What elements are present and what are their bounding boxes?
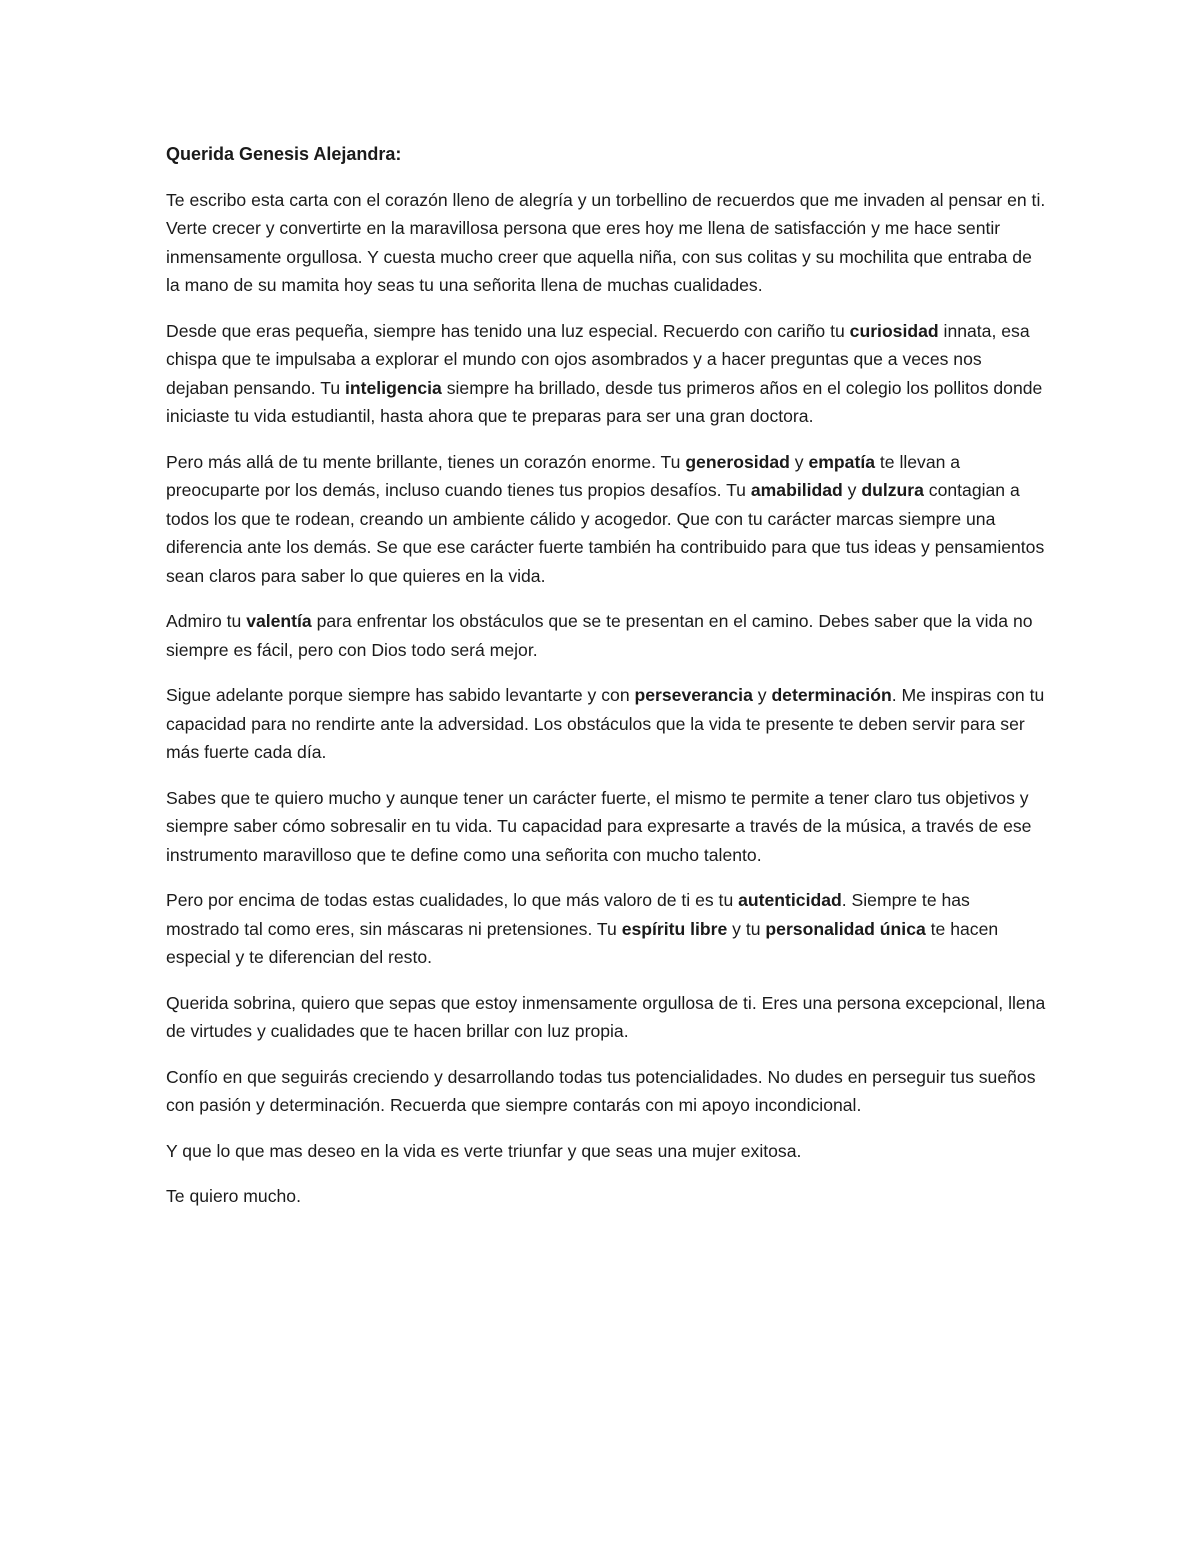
text-segment: Admiro tu bbox=[166, 611, 247, 631]
paragraph-9: Confío en que seguirás creciendo y desarrollando todas tus potencialidades. No dudes en perseguir tus sueños con pasión y determinación. Recuerda que siempre contarás con mi apoyo incondicional. bbox=[166, 1066, 1036, 1115]
text-segment: y tu bbox=[727, 918, 766, 939]
text-segment: . Siempre te has mostrado tal como eres, sin máscaras ni pretensiones. Tu bbox=[166, 890, 970, 939]
paragraph-4 bbox=[166, 607, 1046, 664]
text-segment: y bbox=[842, 480, 862, 500]
letter-greeting: Querida Genesis Alejandra: bbox=[166, 144, 402, 164]
paragraph-7 bbox=[166, 886, 1046, 972]
letter-body bbox=[166, 140, 1046, 1228]
text-segment: Sigue adelante porque siempre has sabido levantarte y con bbox=[166, 685, 635, 705]
text-segment: te hacen especial y te diferencian del resto. bbox=[166, 918, 999, 967]
text-segment: contagian a todos los que te rodean, creando un ambiente cálido y acogedor. Que con tu carácter marcas siempre una diferencia ante los demás. Se que ese carácter fuerte también ha contribuido para que tus ideas y pensamientos sean claros para saber lo que quieres en la vida. bbox=[166, 480, 1045, 586]
letter-closing: Te quiero mucho. bbox=[166, 1186, 301, 1206]
highlight-personalidad-unica: personalidad única bbox=[765, 918, 926, 939]
text-segment: para enfrentar los obstáculos que se te presentan en el camino. Debes saber que la vida no siempre es fácil, pero con Dios todo será mejor. bbox=[166, 611, 1033, 660]
text-segment: y bbox=[789, 451, 809, 472]
text-segment: Pero más allá de tu mente brillante, tienes un corazón enorme. Tu bbox=[166, 451, 686, 472]
paragraph-3 bbox=[166, 448, 1046, 591]
text-segment: y bbox=[752, 685, 772, 705]
text-segment: innata, esa chispa que te impulsaba a explorar el mundo con ojos asombrados y a hacer preguntas que a veces nos dejaban pensando. Tu bbox=[166, 320, 1030, 398]
highlight-inteligencia: inteligencia bbox=[345, 377, 442, 398]
paragraph-6: Sabes que te quiero mucho y aunque tener un carácter fuerte, el mismo te permite a tener claro tus objetivos y siempre saber cómo sobresalir en tu vida. Tu capacidad para expresarte a través de la música, a través de ese instrumento maravilloso que te define como una señorita con mucho talento. bbox=[166, 787, 1032, 865]
highlight-valentia: valentía bbox=[246, 611, 312, 631]
paragraph-10: Y que lo que mas deseo en la vida es verte triunfar y que seas una mujer exitosa. bbox=[166, 1140, 802, 1161]
highlight-generosidad: generosidad bbox=[685, 451, 790, 472]
text-segment: . Me inspiras con tu capacidad para no rendirte ante la adversidad. Los obstáculos que la vida te presente te deben servir para ser más fuerte cada día. bbox=[166, 685, 1045, 762]
highlight-dulzura: dulzura bbox=[861, 480, 924, 500]
text-segment: te llevan a preocuparte por los demás, incluso cuando tienes tus propios desafíos. Tu bbox=[166, 451, 961, 500]
highlight-empatia: empatía bbox=[808, 451, 875, 472]
highlight-autenticidad: autenticidad bbox=[738, 890, 842, 910]
highlight-determinacion: determinación bbox=[771, 685, 892, 705]
highlight-curiosidad: curiosidad bbox=[849, 320, 939, 341]
paragraph-1: Te escribo esta carta con el corazón lleno de alegría y un torbellino de recuerdos que me invaden al pensar en ti. Verte crecer y convertirte en la maravillosa persona que eres hoy me llena de satisfacción y me hace sentir inmensamente orgullosa. Y cuesta mucho creer que aquella niña, con sus colitas y su mochilita que entraba de la mano de su mamita hoy seas tu una señorita llena de muchas cualidades. bbox=[166, 189, 1046, 295]
paragraph-5 bbox=[166, 681, 1046, 767]
highlight-perseverancia: perseverancia bbox=[634, 685, 753, 705]
paragraph-2 bbox=[166, 317, 1046, 431]
paragraph-8: Querida sobrina, quiero que sepas que estoy inmensamente orgullosa de ti. Eres una persona excepcional, llena de virtudes y cualidades que te hacen brillar con luz propia. bbox=[166, 992, 1046, 1041]
text-segment: siempre ha brillado, desde tus primeros años en el colegio los pollitos donde iniciaste tu vida estudiantil, hasta ahora que te preparas para ser una gran doctora. bbox=[166, 377, 1043, 426]
text-segment: Pero por encima de todas estas cualidades, lo que más valoro de ti es tu bbox=[166, 890, 739, 910]
highlight-espiritu-libre: espíritu libre bbox=[621, 918, 728, 939]
text-segment: Desde que eras pequeña, siempre has tenido una luz especial. Recuerdo con cariño tu bbox=[166, 320, 850, 341]
highlight-amabilidad: amabilidad bbox=[750, 480, 843, 500]
